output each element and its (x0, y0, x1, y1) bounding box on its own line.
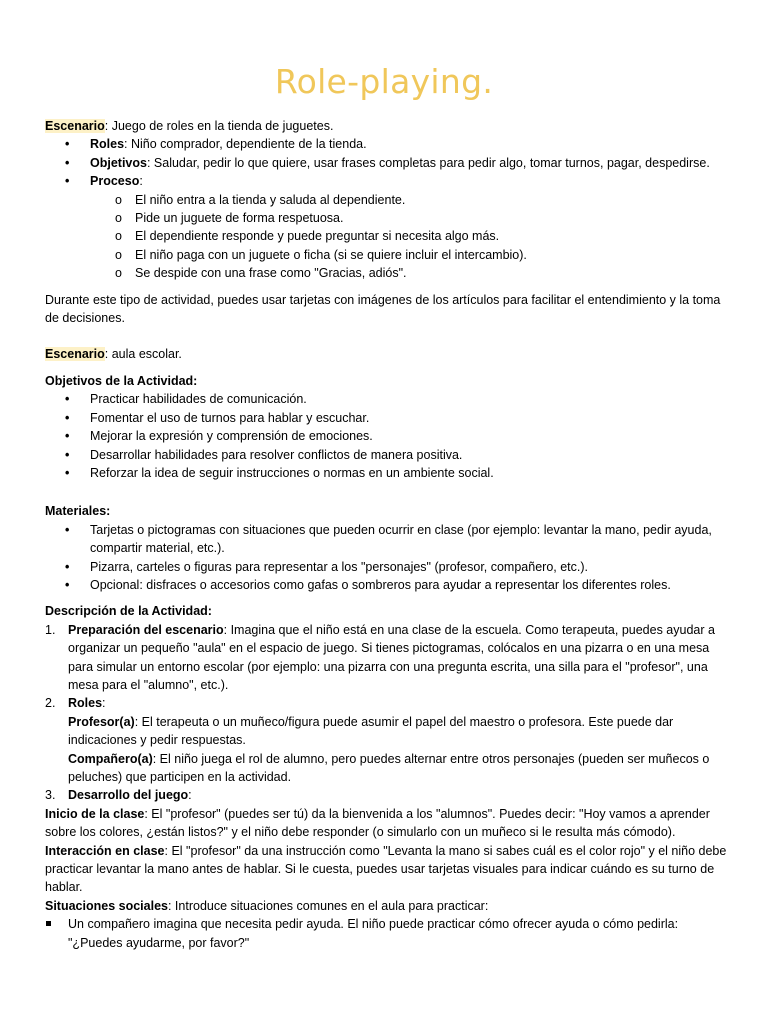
description-heading (45, 602, 735, 620)
list-item: o Pide un juguete de forma respetuosa. (45, 209, 735, 227)
list-item: • Mejorar la expresión y comprensión de emociones. (45, 427, 735, 445)
step-label: Desarrollo del juego (68, 788, 189, 803)
step-number: 1. (45, 622, 56, 637)
step-text: : Imagina que el niño está en una clase de la escuela. Como terapeuta, puedes ayudar a organizar un pequeño "aula" en el espacio de juego. Si tienes pictogramas, colócalos en una pizarra o en una mesa para simular un entorno escolar (por ejemplo: una pizarra con una pregunta escrita, una silla para el "profesor", una mesa para el "alumno", etc.). (68, 622, 715, 692)
list-item: o Se despide con una frase como "Gracias, adiós". (45, 264, 735, 282)
step-text: : (188, 788, 192, 803)
bullet-label: Objetivos (90, 155, 147, 170)
game-part-text: : Introduce situaciones comunes en el aula para practicar: (167, 898, 489, 913)
list-item (45, 621, 735, 695)
list-item: Un compañero imagina que necesita pedir ayuda. El niño puede practicar cómo ofrecer ayuda o cómo pedirla: "¿Puedes ayudarme, por favor?" (45, 915, 735, 952)
scenario-text: aula escolar. (108, 347, 182, 362)
step-number: 2. (45, 696, 56, 711)
materials-list (45, 521, 735, 595)
game-part-text: : El "profesor" (puedes ser tú) da la bienvenida a los "alumnos". Puedes decir: "Hoy vamos a aprender sobre los colores, ¿están listos?" y el niño debe responder (o simularlo con un muñeco si le resulta más cómodo). (45, 806, 710, 840)
process-steps-list (45, 191, 735, 283)
step-label: Roles (68, 696, 103, 711)
list-item (45, 135, 735, 153)
list-item (45, 786, 735, 804)
list-item: o El niño paga con un juguete o ficha (si se quiere incluir el intercambio). (45, 246, 735, 264)
list-item: o El dependiente responde y puede preguntar si necesita algo más. (45, 227, 735, 245)
page-title: Role-playing. (274, 62, 494, 101)
list-item: • Reforzar la idea de seguir instrucciones o normas en un ambiente social. (45, 464, 735, 482)
scenario-line: Escenario: Juego de roles en la tienda de juguetes. (45, 119, 334, 133)
list-item: • Tarjetas o pictogramas con situaciones que pueden ocurrir en clase (por ejemplo: levantar la mano, pedir ayuda, compartir material, etc.). (45, 521, 735, 558)
objectives-list (45, 390, 735, 482)
role-entry (68, 713, 735, 750)
role-entry (68, 750, 735, 787)
store-bullet-list (45, 135, 735, 190)
list-item (45, 694, 735, 786)
description-steps-list (45, 621, 735, 805)
materials-heading (45, 502, 735, 520)
heading-text: Objetivos de la Actividad: (45, 373, 198, 388)
heading-text: Materiales: (45, 504, 111, 519)
game-part-text: : El "profesor" da una instrucción como "Levanta la mano si sabes cuál es el color rojo" y el niño debe practicar levantar la mano antes de hablar. Si le cuesta, puedes usar tarjetas visuales para indicar cuándo es su turno de hablar. (45, 843, 727, 895)
list-item: • Opcional: disfraces o accesorios como gafas o sombreros para ayudar a representar los diferentes roles. (45, 576, 735, 594)
game-part-label: Interacción en clase (45, 843, 165, 858)
list-item: • Practicar habilidades de comunicación. (45, 390, 735, 408)
step-text: : (102, 696, 106, 711)
list-item (45, 154, 735, 172)
situations-list (45, 915, 735, 952)
list-item: • Desarrollar habilidades para resolver conflictos de manera positiva. (45, 446, 735, 464)
document-body (45, 117, 735, 952)
game-part-label: Situaciones sociales (45, 898, 168, 913)
game-part-label: Inicio de la clase (45, 806, 145, 821)
game-part (45, 805, 735, 842)
list-item: • Pizarra, carteles o figuras para representar a los "personajes" (profesor, compañero, etc.). (45, 558, 735, 576)
scenario-label: Escenario (45, 347, 105, 362)
bullet-text: : Niño comprador, dependiente de la tienda. (124, 137, 367, 152)
role-text: : El terapeuta o un muñeco/figura puede asumir el papel del maestro o profesora. Este puede dar indicaciones y pedir respuestas. (68, 714, 674, 748)
bullet-label: Roles (90, 137, 125, 152)
game-part (45, 897, 735, 915)
scenario-label: Escenario (45, 119, 105, 133)
note-paragraph: Durante este tipo de actividad, puedes usar tarjetas con imágenes de los artículos para facilitar el entendimiento y la toma de decisiones. (45, 292, 721, 326)
objectives-heading (45, 372, 735, 390)
scenario-text: Juego de roles en la tienda de juguetes. (108, 119, 334, 133)
list-item: o El niño entra a la tienda y saluda al dependiente. (45, 191, 735, 209)
bullet-text: : (139, 174, 143, 189)
list-item (45, 172, 735, 190)
bullet-text: : Saludar, pedir lo que quiere, usar frases completas para pedir algo, tomar turnos, pagar, despedirse. (146, 155, 710, 170)
list-item: • Fomentar el uso de turnos para hablar y escuchar. (45, 409, 735, 427)
step-number: 3. (45, 788, 56, 803)
step-label: Preparación del escenario (68, 622, 224, 637)
bullet-label: Proceso (90, 174, 140, 189)
scenario-line: Escenario: aula escolar. (45, 347, 182, 362)
role-text: : El niño juega el rol de alumno, pero puedes alternar entre otros personajes (pueden ser muñecos o peluches) que participen en la actividad. (68, 751, 710, 784)
heading-text: Descripción de la Actividad: (45, 604, 212, 619)
game-part (45, 842, 735, 897)
role-label: Profesor(a) (68, 714, 135, 729)
role-label: Compañero(a) (68, 751, 153, 766)
